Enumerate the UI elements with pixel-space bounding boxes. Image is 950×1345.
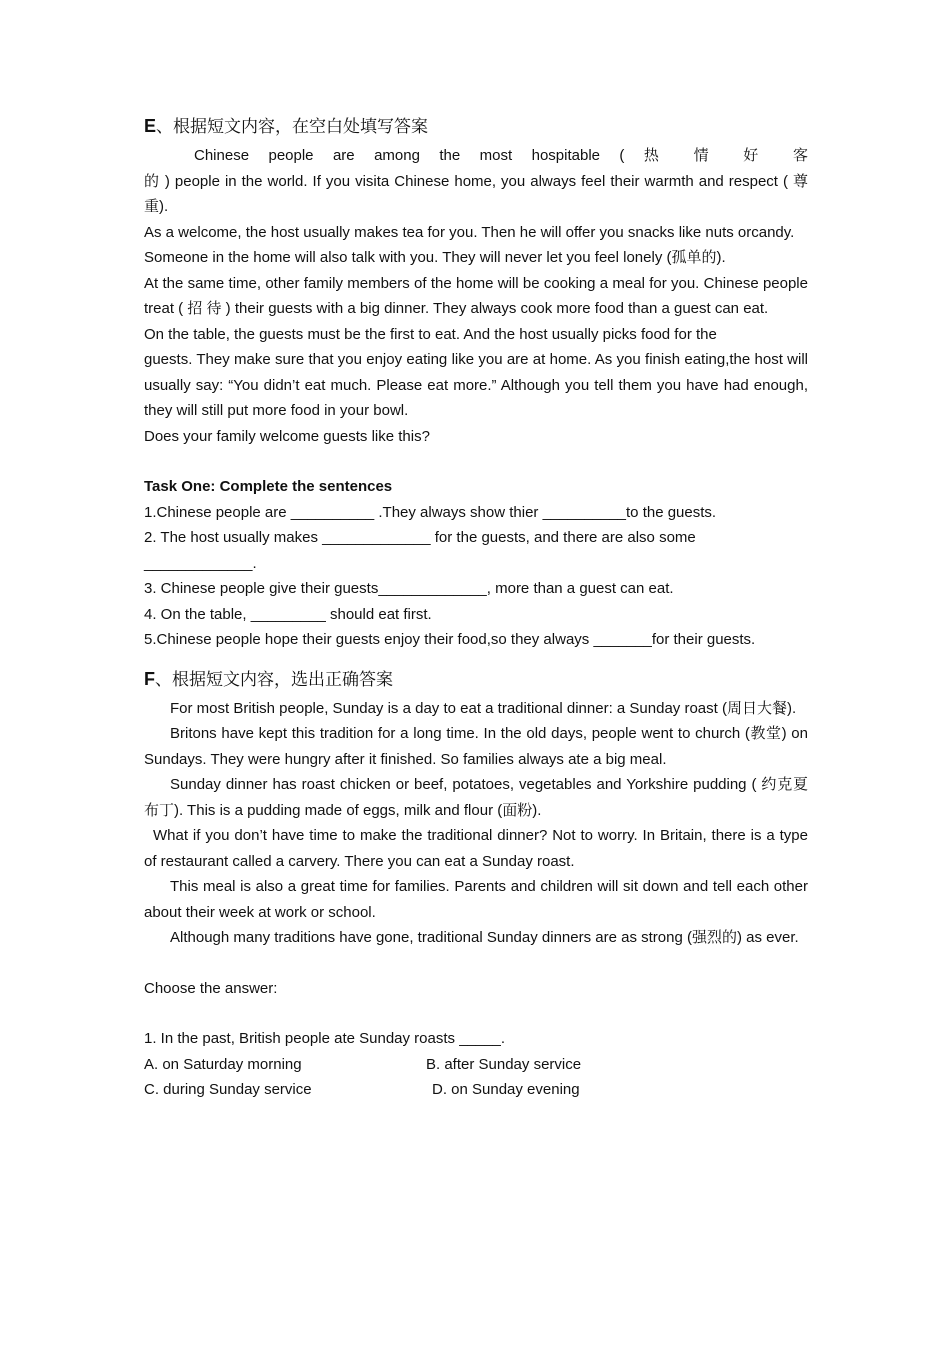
option-b: B. after Sunday service	[426, 1055, 582, 1073]
section-f-paragraph-4: What if you don’t have time to make the traditional dinner? Not to worry. In Britain, there is a type of restaurant called a carvery. There you can eat a Sunday roast.	[144, 827, 808, 870]
task-one-question-3: 3. Chinese people give their guests_____________, more than a guest can eat.	[144, 580, 674, 597]
task-one-question-5: 5.Chinese people hope their guests enjoy their food,so they always _______for their guests.	[144, 631, 756, 648]
section-e-paragraph-5: Does your family welcome guests like this?	[144, 427, 430, 445]
task-one-title: Task One: Complete the sentences	[144, 478, 393, 495]
section-e-heading	[144, 112, 808, 141]
section-f-paragraph-6: Although many traditions have gone, traditional Sunday dinners are as strong (强烈的) as ever.	[170, 929, 799, 946]
section-e-paragraph-4a: On the table, the guests must be the first to eat. And the host usually picks food for the	[144, 325, 717, 343]
section-f-paragraph-2: Britons have kept this tradition for a long time. In the old days, people went to church (教堂) on Sundays. They were hungry after it finished. So families always ate a big meal.	[144, 725, 808, 768]
choose-title: Choose the answer:	[144, 979, 278, 997]
section-e-paragraph-3: At the same time, other family members of the home will be cooking a meal for you. Chinese people treat ( 招 待 ) their guests with a big dinner. They always cook more food than a guest can eat.	[144, 274, 808, 317]
option-c: C. during Sunday service	[144, 1081, 312, 1098]
choose-question-1: 1. In the past, British people ate Sunday roasts _____.	[144, 1030, 506, 1047]
section-e-paragraph-2a: As a welcome, the host usually makes tea for you. Then he will offer you snacks like nuts orcandy.	[144, 223, 795, 241]
section-f-letter: F	[144, 668, 155, 689]
section-f-heading	[144, 665, 808, 694]
section-f-title: 、根据短文内容，选出正确答案	[155, 669, 393, 690]
section-e-paragraph-1b: 的 ) people in the world. If you visita Chinese home, you always feel their warmth and respect ( 尊 重).	[144, 172, 808, 215]
task-one-question-2: 2. The host usually makes _____________ for the guests, and there are also some _____________.	[144, 529, 696, 572]
section-e-paragraph-1a: Chinese people are among the most hospitable ( 热 情 好 客	[194, 147, 808, 164]
option-d: D. on Sunday evening	[432, 1081, 580, 1098]
task-one-question-4: 4. On the table, _________ should eat first.	[144, 605, 432, 623]
option-a: A. on Saturday morning	[144, 1055, 302, 1073]
options-row-1	[144, 1052, 808, 1078]
options-row-2	[144, 1077, 808, 1103]
section-e-paragraph-2b: Someone in the home will also talk with you. They will never let you feel lonely (孤单的).	[144, 249, 726, 266]
section-f-paragraph-3: Sunday dinner has roast chicken or beef, potatoes, vegetables and Yorkshire pudding ( 约克夏布丁). This is a pudding made of eggs, milk and flour (面粉).	[144, 776, 808, 819]
task-one-question-1: 1.Chinese people are __________ .They always show thier __________to the guests.	[144, 503, 717, 521]
section-e-letter: E	[144, 116, 157, 136]
section-f-paragraph-5: This meal is also a great time for families. Parents and children will sit down and tell each other about their week at work or school.	[144, 878, 808, 921]
document-page	[144, 112, 808, 1103]
section-e-title: 、根据短文内容，在空白处填写答案	[156, 117, 429, 137]
section-f-paragraph-1: For most British people, Sunday is a day to eat a traditional dinner: a Sunday roast (周日大餐).	[170, 699, 797, 717]
section-e-paragraph-4b: guests. They make sure that you enjoy eating like you are at home. As you finish eating,the host will usually say: “You didn’t eat much. Please eat more.” Although you tell them you have had enough, they will still put more food in your bowl.	[144, 351, 808, 419]
